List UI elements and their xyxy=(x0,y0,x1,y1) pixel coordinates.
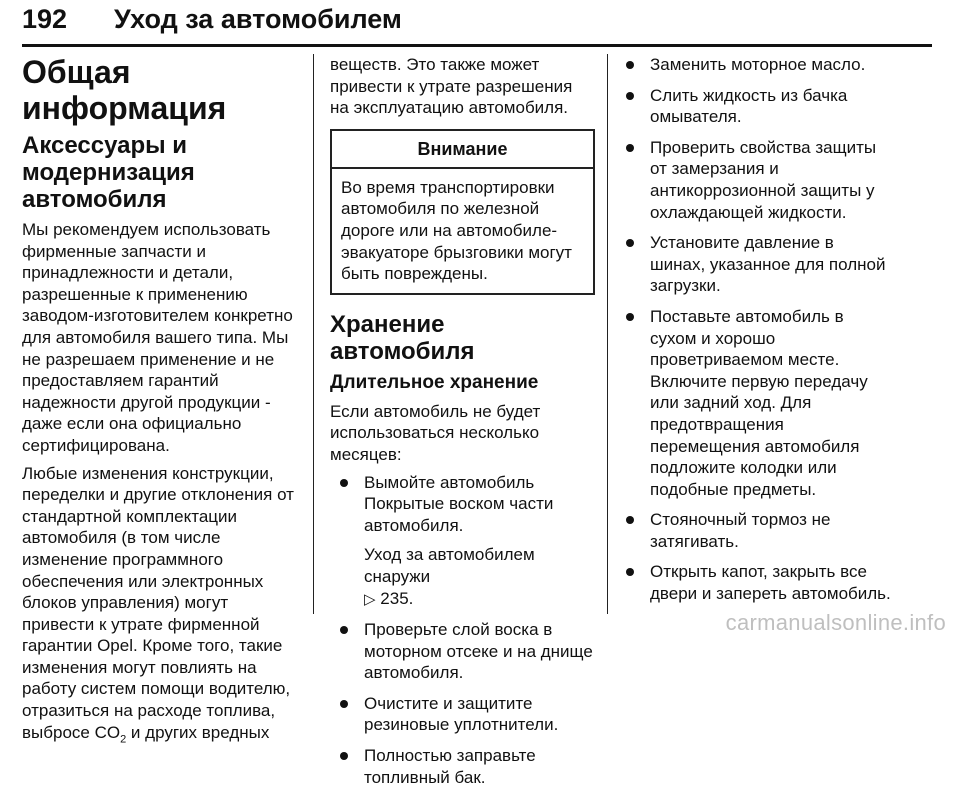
paragraph-modifications-text: Любые изменения конструкции, переделки и другие отклонения от стандартной комплектации автомобиля (в том числе изменение программного обеспечения или электронных блоков управления) могут привести к утрате фирменной гарантии Opel. Кроме того, такие изменения могут повлиять на работу систем помощи водителю, отразиться на расходе топлива, выбросе CO xyxy=(22,463,294,742)
bullet-icon xyxy=(340,626,348,634)
storage-intro: Если автомобиль не будет использоваться несколько месяцев: xyxy=(330,401,541,464)
watermark: carmanualsonline.info xyxy=(725,610,946,635)
bullet-icon xyxy=(626,239,634,247)
cross-reference-page[interactable]: 235. xyxy=(380,588,414,608)
column-divider-1 xyxy=(313,54,314,614)
list-item-text: Заменить моторное масло. xyxy=(650,55,866,74)
bullet-icon xyxy=(340,752,348,760)
list-item xyxy=(330,693,595,736)
section-title-storage: Хранение автомобиля xyxy=(330,310,475,365)
paragraph-continuation: веществ. Это также может привести к утрате разрешения на эксплуатацию автомобиля. xyxy=(330,55,573,118)
column-2 xyxy=(330,54,595,797)
list-item-text: Проверить свойства защиты от замерзания и антикоррозионной защиты у охлаждающей жидкости. xyxy=(650,137,877,222)
list-item-text: Очистите и защитите резиновые уплотнители. xyxy=(364,693,559,735)
bullet-icon xyxy=(626,313,634,321)
section-title-general: Общая информация xyxy=(22,54,227,126)
bullet-icon xyxy=(340,479,348,487)
list-item xyxy=(330,745,595,788)
notice-title: Внимание xyxy=(332,131,593,169)
list-item xyxy=(330,619,595,684)
subsection-title-accessories: Аксессуары и модернизация автомобиля xyxy=(22,132,195,213)
list-item xyxy=(622,137,892,223)
cross-reference-text: Уход за автомобилем снаружи xyxy=(364,545,535,586)
list-item xyxy=(622,54,892,76)
page-number: 192 xyxy=(22,4,68,34)
running-title: Уход за автомобилем xyxy=(114,4,402,34)
paragraph-modifications xyxy=(22,463,300,751)
bullet-icon xyxy=(340,700,348,708)
column-1 xyxy=(22,54,300,757)
list-item xyxy=(330,472,595,611)
list-item-text: Поставьте автомобиль в сухом и хорошо проветриваемом месте. Включите первую передачу или задний ход. Для предотвращения перемещения автомобиля подложите колодки или подобные предметы. xyxy=(650,306,868,499)
cross-reference xyxy=(364,544,595,610)
co2-subscript: 2 xyxy=(120,733,127,746)
bullet-icon xyxy=(626,516,634,524)
paragraph-recommend-parts: Мы рекомендуем использовать фирменные запчасти и принадлежности и детали, разрешенные к применению заводом-изготовителем конкретно для автомобиля вашего типа. Мы не разрешаем применение и не предоставляем гарантий надежности другой продукции - даже если она официально сертифицирована. xyxy=(22,220,293,455)
paragraph-modifications-tail: и других вредных xyxy=(126,722,270,742)
list-item xyxy=(622,561,892,604)
notice-text: Во время транспортировки автомобиля по железной дороге или на автомобиле-эвакуаторе брызговики могут быть повреждены. xyxy=(341,177,572,284)
list-item xyxy=(622,306,892,500)
header-rule xyxy=(22,44,932,47)
list-item-text: Открыть капот, закрыть все двери и запереть автомобиль. xyxy=(650,562,891,604)
bullet-icon xyxy=(626,144,634,152)
page-reference-icon: ▷ xyxy=(364,590,376,608)
list-item-text: Вымойте автомобиль Покрытые воском части автомобиля. xyxy=(364,472,554,535)
list-item xyxy=(622,509,892,552)
bullet-icon xyxy=(626,568,634,576)
list-item-text: Полностью заправьте топливный бак. xyxy=(364,746,536,787)
bullet-icon xyxy=(626,61,634,69)
list-item-text: Установите давление в шинах, указанное для полной загрузки. xyxy=(650,233,886,296)
list-item-text: Проверьте слой воска в моторном отсеке и на днище автомобиля. xyxy=(364,620,593,683)
bullet-icon xyxy=(626,92,634,100)
list-item xyxy=(622,232,892,297)
column-divider-2 xyxy=(607,54,608,614)
list-item xyxy=(622,85,892,128)
storage-list-b xyxy=(622,54,892,605)
page-header xyxy=(22,0,932,44)
column-3 xyxy=(622,54,892,614)
list-item-text: Стояночный тормоз не затягивать. xyxy=(650,510,831,551)
storage-list-a xyxy=(330,472,595,789)
subsection-title-long-storage: Длительное хранение xyxy=(330,371,539,393)
notice-box xyxy=(330,129,595,295)
list-item-text: Слить жидкость из бачка омывателя. xyxy=(650,85,848,127)
